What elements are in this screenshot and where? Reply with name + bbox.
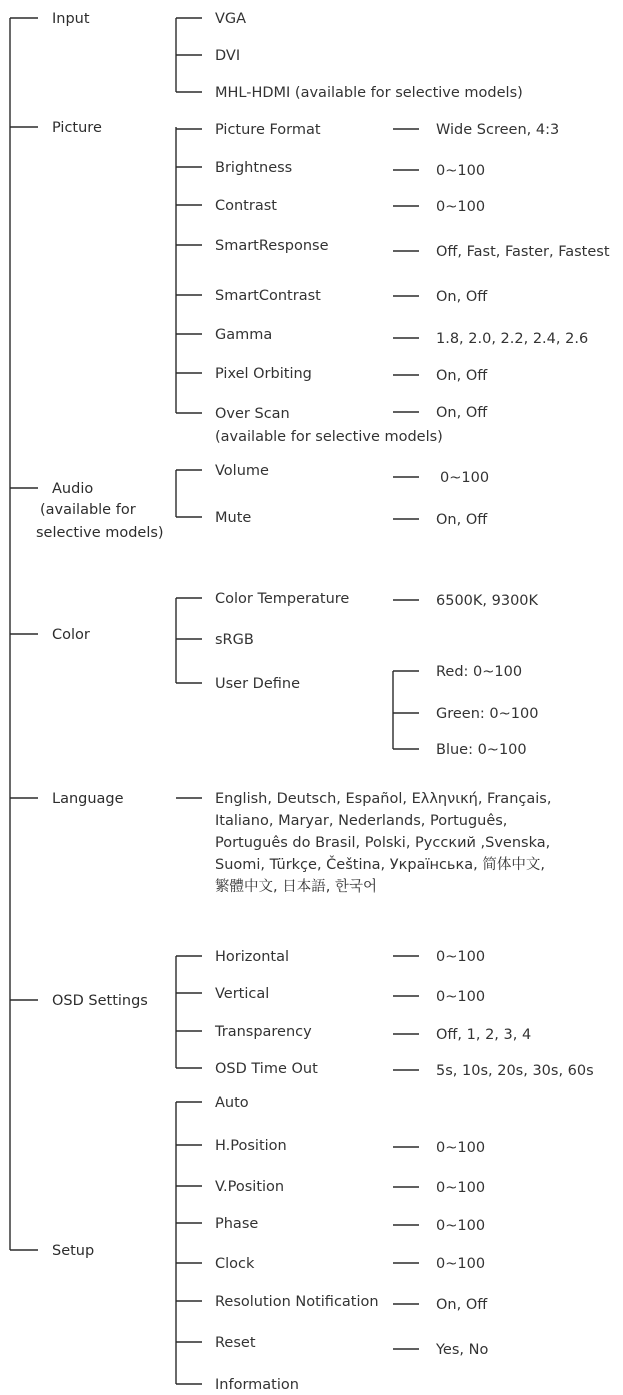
item-value-color-temperature: 6500K, 9300K [436,593,539,609]
sub-value-red: Red: 0~100 [436,664,523,680]
category-audio [10,463,489,541]
category-input [10,11,523,101]
item-value-gamma: 1.8, 2.0, 2.2, 2.4, 2.6 [436,331,589,347]
item-label-brightness: Brightness [215,160,293,176]
item-label-transparency: Transparency [215,1024,312,1040]
item-value-brightness: 0~100 [436,163,486,179]
category-label: Setup [52,1243,95,1259]
sub-value-blue: Blue: 0~100 [436,742,527,758]
category-osd-settings [10,949,594,1079]
item-label-contrast: Contrast [215,198,277,214]
item-value-smartcontrast: On, Off [436,289,488,305]
category-label: Input [52,11,90,27]
item-label-smartcontrast: SmartContrast [215,288,321,304]
item-value-vertical: 0~100 [436,989,486,1005]
language-list-line: Suomi, Türkçe, Čeština, Українська, 简体中文, [215,857,545,873]
item-label-v-position: V.Position [215,1179,285,1195]
category-color [10,591,539,758]
item-value-over-scan: On, Off [436,405,488,421]
item-label-resolution-notification: Resolution Notification [215,1294,379,1310]
category-label: OSD Settings [52,993,148,1009]
category-setup [10,1095,488,1393]
language-list-line: Português do Brasil, Polski, Русский ,Svenska, [215,835,551,851]
item-value-clock: 0~100 [436,1256,486,1272]
item-value-smartresponse: Off, Fast, Faster, Fastest [436,244,610,260]
item-value-pixel-orbiting: On, Off [436,368,488,384]
item-label-reset: Reset [215,1335,256,1351]
item-label-over-scan: Over Scan [215,406,290,422]
item-label-smartresponse: SmartResponse [215,238,329,254]
category-label: Language [52,791,124,807]
item-label-user-define: User Define [215,676,300,692]
item-value-horizontal: 0~100 [436,949,486,965]
item-label-osd-time-out: OSD Time Out [215,1061,318,1077]
item-label-color-temperature: Color Temperature [215,591,350,607]
item-value-picture-format: Wide Screen, 4:3 [436,122,560,138]
item-label-volume: Volume [215,463,269,479]
sub-value-green: Green: 0~100 [436,706,539,722]
item-label-phase: Phase [215,1216,259,1232]
item-value-resolution-notification: On, Off [436,1297,488,1313]
item-label-clock: Clock [215,1256,255,1272]
category-language [10,791,551,895]
item-label-horizontal: Horizontal [215,949,290,965]
item-value-v-position: 0~100 [436,1180,486,1196]
item-value-osd-time-out: 5s, 10s, 20s, 30s, 60s [436,1063,594,1079]
item-label-dvi: DVI [215,48,241,64]
item-label-information: Information [215,1377,299,1393]
item-label-auto: Auto [215,1095,249,1111]
language-list-line: 繁體中文, 日本語, 한국어 [215,879,377,895]
item-label-h-position: H.Position [215,1138,287,1154]
item-value-volume: 0~100 [440,470,490,486]
language-list-line: Italiano, Maryar, Nederlands, Português, [215,813,508,829]
item-value-transparency: Off, 1, 2, 3, 4 [436,1027,532,1043]
item-label-vertical: Vertical [215,986,270,1002]
item-note-over-scan: (available for selective models) [215,429,443,445]
category-label: Audio [52,481,94,497]
item-label-pixel-orbiting: Pixel Orbiting [215,366,312,382]
item-value-mute: On, Off [436,512,488,528]
language-list-line: English, Deutsch, Español, Ελληνική, Français, [215,791,552,807]
category-note: (available for [40,502,136,518]
item-label-srgb: sRGB [215,632,254,648]
item-label-gamma: Gamma [215,327,273,343]
item-value-contrast: 0~100 [436,199,486,215]
category-picture [10,120,610,445]
category-label: Picture [52,120,102,136]
item-label-vga: VGA [215,11,247,27]
item-value-h-position: 0~100 [436,1140,486,1156]
item-value-phase: 0~100 [436,1218,486,1234]
item-label-picture-format: Picture Format [215,122,321,138]
item-label-mute: Mute [215,510,252,526]
item-value-reset: Yes, No [436,1342,489,1358]
category-label: Color [52,627,90,643]
category-note: selective models) [36,525,164,541]
item-label-mhl-hdmi: MHL-HDMI (available for selective models) [215,85,523,101]
